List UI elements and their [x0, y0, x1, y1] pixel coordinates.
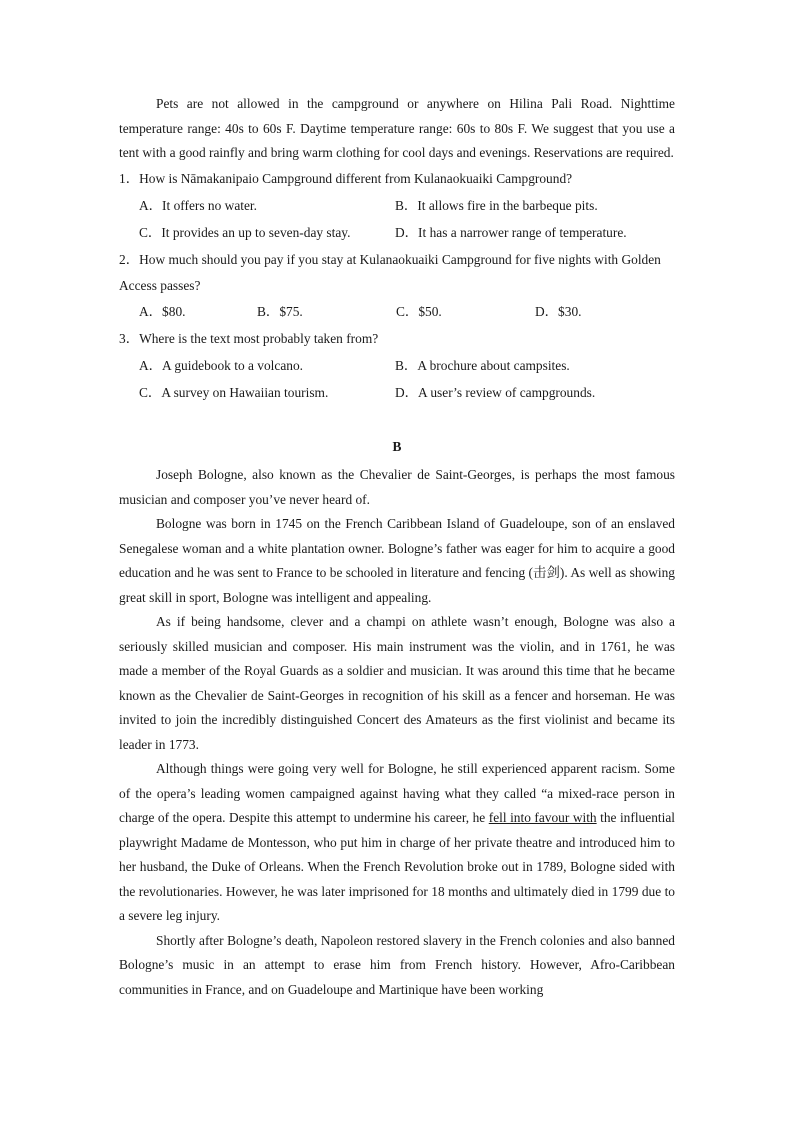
question-3-options-2	[119, 380, 675, 407]
document-page	[119, 92, 675, 1002]
passage-paragraph-3: As if being handsome, clever and a champi on athlete wasn’t enough, Bologne was also a seriously skilled musician and composer. His main instrument was the violin, and in 1761, he was made a member of the Royal Guards as a soldier and musician. It was around this time that he became known as the Chevalier de Saint-Georges in recognition of his skill as a fencer and horseman. He was invited to join the incredibly distinguished Concert des Amateurs as the first violinist and became its leader in 1773.	[119, 614, 675, 752]
option-b: B．It allows fire in the barbeque pits.	[395, 197, 598, 213]
passage-paragraph-5: Shortly after Bologne’s death, Napoleon restored slavery in the French colonies and also banned Bologne’s music in an attempt to erase him from French history. However, Afro-Caribbean communities in France, and on Guadeloupe and Martinique have been working	[119, 932, 675, 997]
option-a: A．A guidebook to a volcano.	[139, 357, 304, 373]
question-number: 3．	[119, 330, 140, 346]
option-b: B．$75.	[257, 303, 303, 319]
question-text: How is Nāmakanipaio Campground different from Kulanaokuaiki Campground?	[139, 170, 573, 186]
question-2	[119, 247, 675, 299]
question-3	[119, 326, 675, 353]
question-3-options	[119, 353, 675, 380]
passage-paragraph-1: Joseph Bologne, also known as the Chevalier de Saint-Georges, is perhaps the most famous musician and composer you’ve never heard of.	[119, 467, 675, 507]
question-text: Where is the text most probably taken from?	[139, 330, 379, 346]
paragraph-text: Although things were going very well for Bologne, he still experienced apparent racism. Some of the opera’s leading women campaigned against having what they called “a mixed-race person in charge of the opera. Despite this attempt to undermine his career, he	[119, 761, 675, 825]
passage-paragraph-4	[119, 757, 675, 929]
question-1	[119, 166, 675, 193]
option-a: A．$80.	[139, 303, 186, 319]
option-d: D．A user’s review of campgrounds.	[395, 384, 596, 400]
option-d: D．$30.	[535, 303, 582, 319]
question-number: 2．	[119, 251, 140, 267]
option-c: C．$50.	[396, 303, 442, 319]
question-number: 1．	[119, 170, 140, 186]
paragraph-text: the influential playwright Madame de Montesson, who put him in charge of her private theatre and introduced him to her husband, the Duke of Orleans. When the French Revolution broke out in 1789, Bologne sided with the revolutionaries. However, he was later imprisoned for 18 months and ultimately died in 1799 due to a severe leg injury.	[119, 810, 675, 923]
option-d: D．It has a narrower range of temperature.	[395, 224, 627, 240]
section-heading: B	[392, 438, 402, 454]
option-c: C．It provides an up to seven-day stay.	[139, 224, 351, 240]
option-a: A．It offers no water.	[139, 197, 258, 213]
question-2-options	[119, 299, 675, 326]
option-c: C．A survey on Hawaiian tourism.	[139, 384, 329, 400]
question-1-options	[119, 193, 675, 220]
passage-paragraph-2: Bologne was born in 1745 on the French Caribbean Island of Guadeloupe, son of an enslaved Senegalese woman and a white plantation owner. Bologne’s father was eager for him to acquire a good education and he was sent to France to be schooled in literature and fencing (击剑). As well as showing great skill in sport, Bologne was intelligent and appealing.	[119, 516, 675, 605]
underlined-phrase: fell into favour with	[488, 810, 597, 825]
option-b: B．A brochure about campsites.	[395, 357, 570, 373]
intro-paragraph: Pets are not allowed in the campground or anywhere on Hilina Pali Road. Nighttime temperature range: 40s to 60s F. Daytime temperature range: 60s to 80s F. We suggest that you use a tent with a good rainfly and bring warm clothing for cool days and evenings. Reservations are required.	[119, 96, 675, 160]
question-1-options-2	[119, 220, 675, 247]
question-text: How much should you pay if you stay at Kulanaokuaiki Campground for five nights with Golden Access passes?	[119, 251, 661, 293]
